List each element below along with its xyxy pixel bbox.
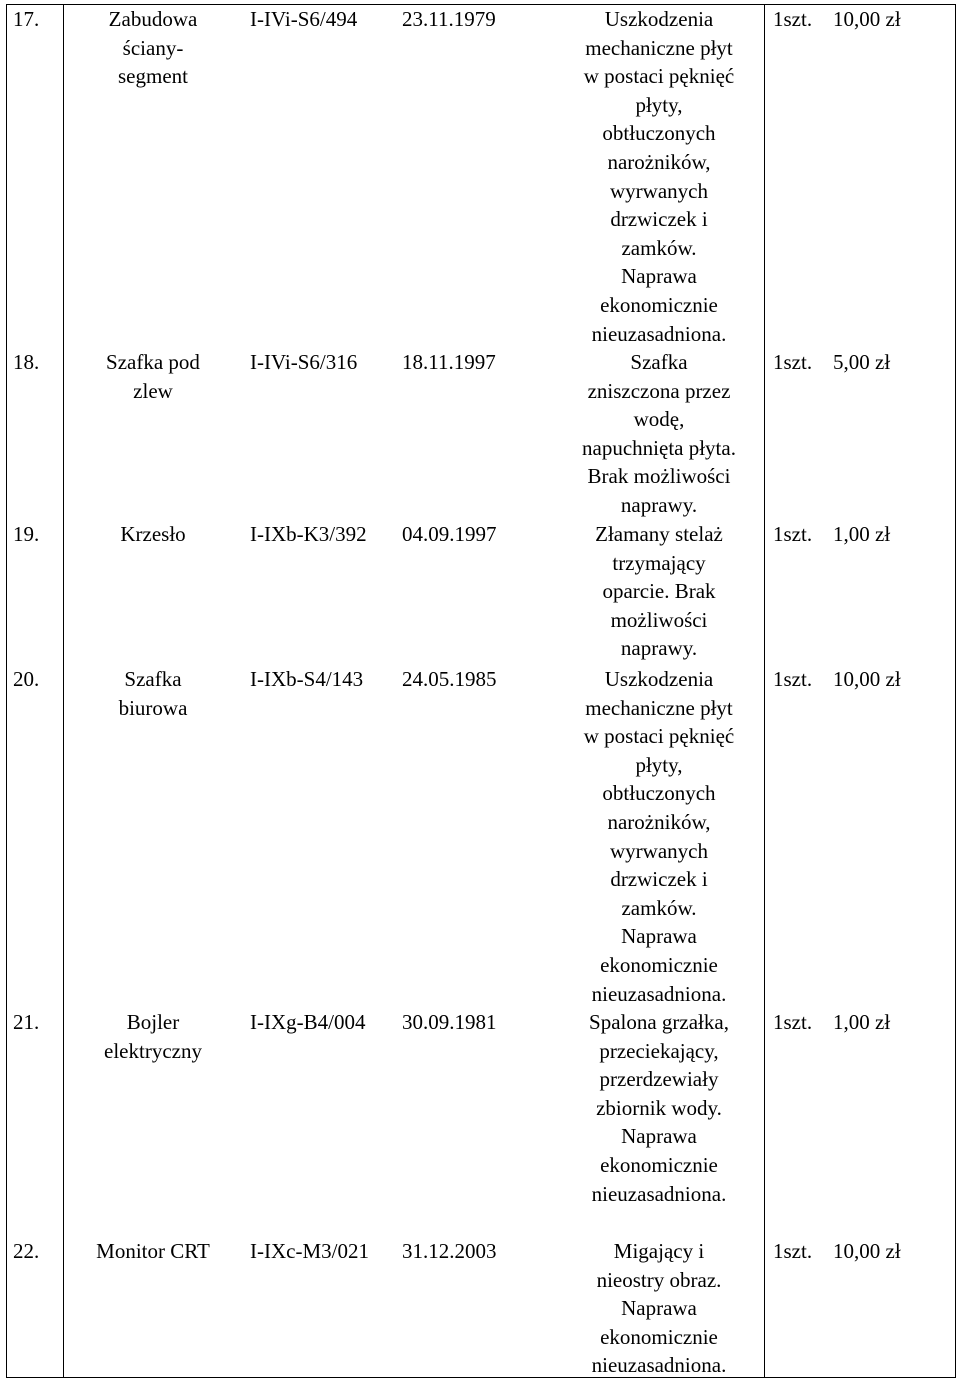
item-quantity: 1szt.	[773, 1239, 813, 1263]
item-name: Bojler elektryczny	[104, 1010, 202, 1063]
row-number: 22.	[13, 1239, 40, 1263]
item-value: 10,00 zł	[833, 7, 901, 31]
item-value: 1,00 zł	[833, 1010, 891, 1034]
item-quantity: 1szt.	[773, 350, 813, 374]
inventory-code: I-IVi-S6/494	[250, 7, 358, 31]
item-quantity: 1szt.	[773, 522, 813, 546]
item-name: Szafka pod zlew	[106, 350, 200, 403]
item-name: Krzesło	[120, 522, 186, 546]
inventory-table	[6, 4, 956, 1378]
item-value: 10,00 zł	[833, 1239, 901, 1263]
item-description: Szafka zniszczona przez wodę, napuchnięta płyta. Brak możliwości naprawy.	[582, 350, 736, 517]
inventory-code: I-IVi-S6/316	[250, 350, 358, 374]
item-name: Szafka biurowa	[118, 667, 188, 720]
item-quantity: 1szt.	[773, 7, 813, 31]
column-divider	[63, 5, 64, 1377]
item-value: 10,00 zł	[833, 667, 901, 691]
item-name: Zabudowa ściany- segment	[108, 7, 198, 89]
row-number: 20.	[13, 667, 40, 691]
item-quantity: 1szt.	[773, 667, 813, 691]
acquisition-date: 31.12.2003	[402, 1239, 497, 1263]
item-description: Uszkodzenia mechaniczne płyt w postaci pęknięć płyty, obtłuczonych narożników, wyrwanych drzwiczek i zamków. Naprawa ekonomicznie nieuzasadniona.	[583, 7, 735, 346]
acquisition-date: 30.09.1981	[402, 1010, 497, 1034]
acquisition-date: 18.11.1997	[402, 350, 496, 374]
inventory-code: I-IXb-K3/392	[250, 522, 367, 546]
column-divider	[764, 5, 765, 1377]
item-description: Spalona grzałka, przeciekający, przerdzewiały zbiornik wody. Naprawa ekonomicznie nieuzasadniona.	[589, 1010, 729, 1206]
row-number: 17.	[13, 7, 40, 31]
inventory-code: I-IXg-B4/004	[250, 1010, 366, 1034]
item-description: Uszkodzenia mechaniczne płyt w postaci pęknięć płyty, obtłuczonych narożników, wyrwanych drzwiczek i zamków. Naprawa ekonomicznie nieuzasadniona.	[583, 667, 735, 1006]
item-description: Migający i nieostry obraz. Naprawa ekonomicznie nieuzasadniona.	[591, 1239, 727, 1378]
inventory-code: I-IXb-S4/143	[250, 667, 364, 691]
row-number: 18.	[13, 350, 40, 374]
acquisition-date: 04.09.1997	[402, 522, 497, 546]
acquisition-date: 24.05.1985	[402, 667, 497, 691]
acquisition-date: 23.11.1979	[402, 7, 496, 31]
item-value: 5,00 zł	[833, 350, 891, 374]
inventory-code: I-IXc-M3/021	[250, 1239, 369, 1263]
row-number: 19.	[13, 522, 40, 546]
item-value: 1,00 zł	[833, 522, 891, 546]
row-number: 21.	[13, 1010, 40, 1034]
item-description: Złamany stelaż trzymający oparcie. Brak możliwości naprawy.	[595, 522, 723, 661]
item-quantity: 1szt.	[773, 1010, 813, 1034]
item-name: Monitor CRT	[96, 1239, 210, 1263]
